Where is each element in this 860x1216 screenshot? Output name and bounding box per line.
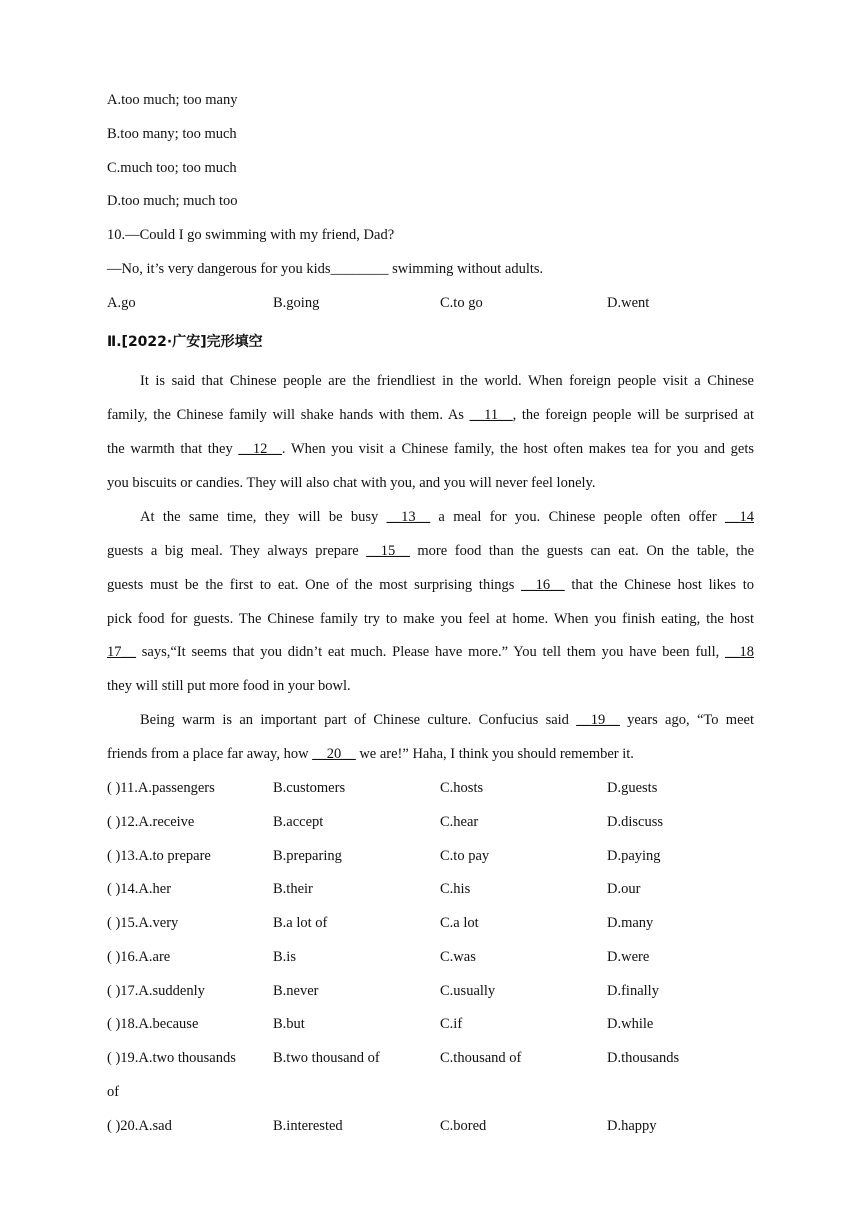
- q9-option-b: B.too many; too much: [107, 126, 237, 142]
- choice-option: D.our: [607, 881, 641, 897]
- choice-option: C.bored: [440, 1118, 487, 1134]
- blank-14: __14: [725, 509, 754, 525]
- blank-16: __16__: [521, 577, 565, 593]
- choice-option: D.thousands: [607, 1050, 680, 1066]
- q10-question: 10.—Could I go swimming with my friend, Dad?: [107, 227, 395, 243]
- blank-19: __19__: [576, 712, 620, 728]
- choice-option: ( )15.A.very: [107, 915, 179, 931]
- blank-20: __20__: [312, 746, 356, 762]
- choice-option: D.while: [607, 1016, 654, 1032]
- choice-option: ( )17.A.suddenly: [107, 983, 205, 999]
- choice-option: B.is: [273, 949, 296, 965]
- choice-option: C.hear: [440, 814, 479, 830]
- choice-option: B.two thousand of: [273, 1050, 380, 1066]
- passage-line: family, the Chinese family will shake hands with them. As __11__, the foreign people will be surprised at: [107, 407, 754, 423]
- blank-15: __15__: [366, 543, 410, 559]
- blank-11: __11__: [469, 407, 513, 423]
- choice-option: B.never: [273, 983, 319, 999]
- choice-option: ( )19.A.two thousands: [107, 1050, 236, 1066]
- passage-line: guests must be the first to eat. One of the most surprising things __16__ that the Chinese host likes to: [107, 577, 754, 593]
- blank-12: __12__: [238, 441, 282, 457]
- choice-option: D.guests: [607, 780, 658, 796]
- passage-line: It is said that Chinese people are the friendliest in the world. When foreign people visit a Chinese: [140, 373, 754, 389]
- choice-option: D.happy: [607, 1118, 657, 1134]
- choice-option: D.paying: [607, 848, 661, 864]
- q10-option-b: B.going: [273, 295, 320, 311]
- choice-option: D.finally: [607, 983, 659, 999]
- q9-option-d: D.too much; much too: [107, 193, 238, 209]
- q9-option-a: A.too much; too many: [107, 92, 238, 108]
- blank-18: __18: [725, 644, 754, 660]
- passage-line: Being warm is an important part of Chinese culture. Confucius said __19__ years ago, “To meet: [140, 712, 754, 728]
- choice-option: ( )18.A.because: [107, 1016, 199, 1032]
- choice-option: B.but: [273, 1016, 305, 1032]
- choice-row-19-wrap: of: [107, 1084, 120, 1100]
- section-title: Ⅱ.[2022·广安]完形填空: [107, 334, 263, 350]
- passage-line: they will still put more food in your bowl.: [107, 678, 351, 694]
- choice-option: D.many: [607, 915, 654, 931]
- blank-13: __13__: [386, 509, 431, 525]
- choice-option: C.was: [440, 949, 476, 965]
- choice-option: C.if: [440, 1016, 463, 1032]
- choice-option: B.interested: [273, 1118, 343, 1134]
- blank-17: 17__: [107, 644, 136, 660]
- q10-option-c: C.to go: [440, 295, 483, 311]
- choice-option: C.usually: [440, 983, 496, 999]
- choice-option: B.accept: [273, 814, 324, 830]
- passage-line: At the same time, they will be busy __13__ a meal for you. Chinese people often offer __14: [140, 509, 754, 525]
- q10-answer: —No, it’s very dangerous for you kids________ swimming without adults.: [107, 261, 544, 277]
- passage-line: 17__ says,“It seems that you didn’t eat much. Please have more.” You tell them you have been full, __18: [107, 644, 754, 660]
- passage-line: friends from a place far away, how __20__ we are!” Haha, I think you should remember it.: [107, 746, 634, 762]
- choice-option: ( )11.A.passengers: [107, 780, 215, 796]
- passage-line: you biscuits or candies. They will also chat with you, and you will never feel lonely.: [107, 475, 596, 491]
- choice-option: D.were: [607, 949, 650, 965]
- choice-option: ( )13.A.to prepare: [107, 848, 211, 864]
- q10-option-a: A.go: [107, 295, 136, 311]
- choice-option: C.hosts: [440, 780, 484, 796]
- choice-option: C.his: [440, 881, 471, 897]
- choice-option: B.preparing: [273, 848, 342, 864]
- choice-option: C.a lot: [440, 915, 479, 931]
- q10-option-d: D.went: [607, 295, 650, 311]
- choice-option: B.customers: [273, 780, 346, 796]
- choice-option: ( )14.A.her: [107, 881, 172, 897]
- choice-option: D.discuss: [607, 814, 663, 830]
- choice-option: B.their: [273, 881, 313, 897]
- choice-option: ( )12.A.receive: [107, 814, 195, 830]
- choice-option: C.to pay: [440, 848, 490, 864]
- q9-option-c: C.much too; too much: [107, 160, 237, 176]
- choice-option: B.a lot of: [273, 915, 328, 931]
- passage-line: guests a big meal. They always prepare __15__ more food than the guests can eat. On the table, the: [107, 543, 754, 559]
- choice-option: C.thousand of: [440, 1050, 522, 1066]
- passage-line: pick food for guests. The Chinese family try to make you feel at home. When you finish eating, the host: [107, 611, 754, 627]
- choice-option: ( )20.A.sad: [107, 1118, 172, 1134]
- passage-line: the warmth that they __12__. When you visit a Chinese family, the host often makes tea for you and gets: [107, 441, 755, 457]
- choice-option: ( )16.A.are: [107, 949, 171, 965]
